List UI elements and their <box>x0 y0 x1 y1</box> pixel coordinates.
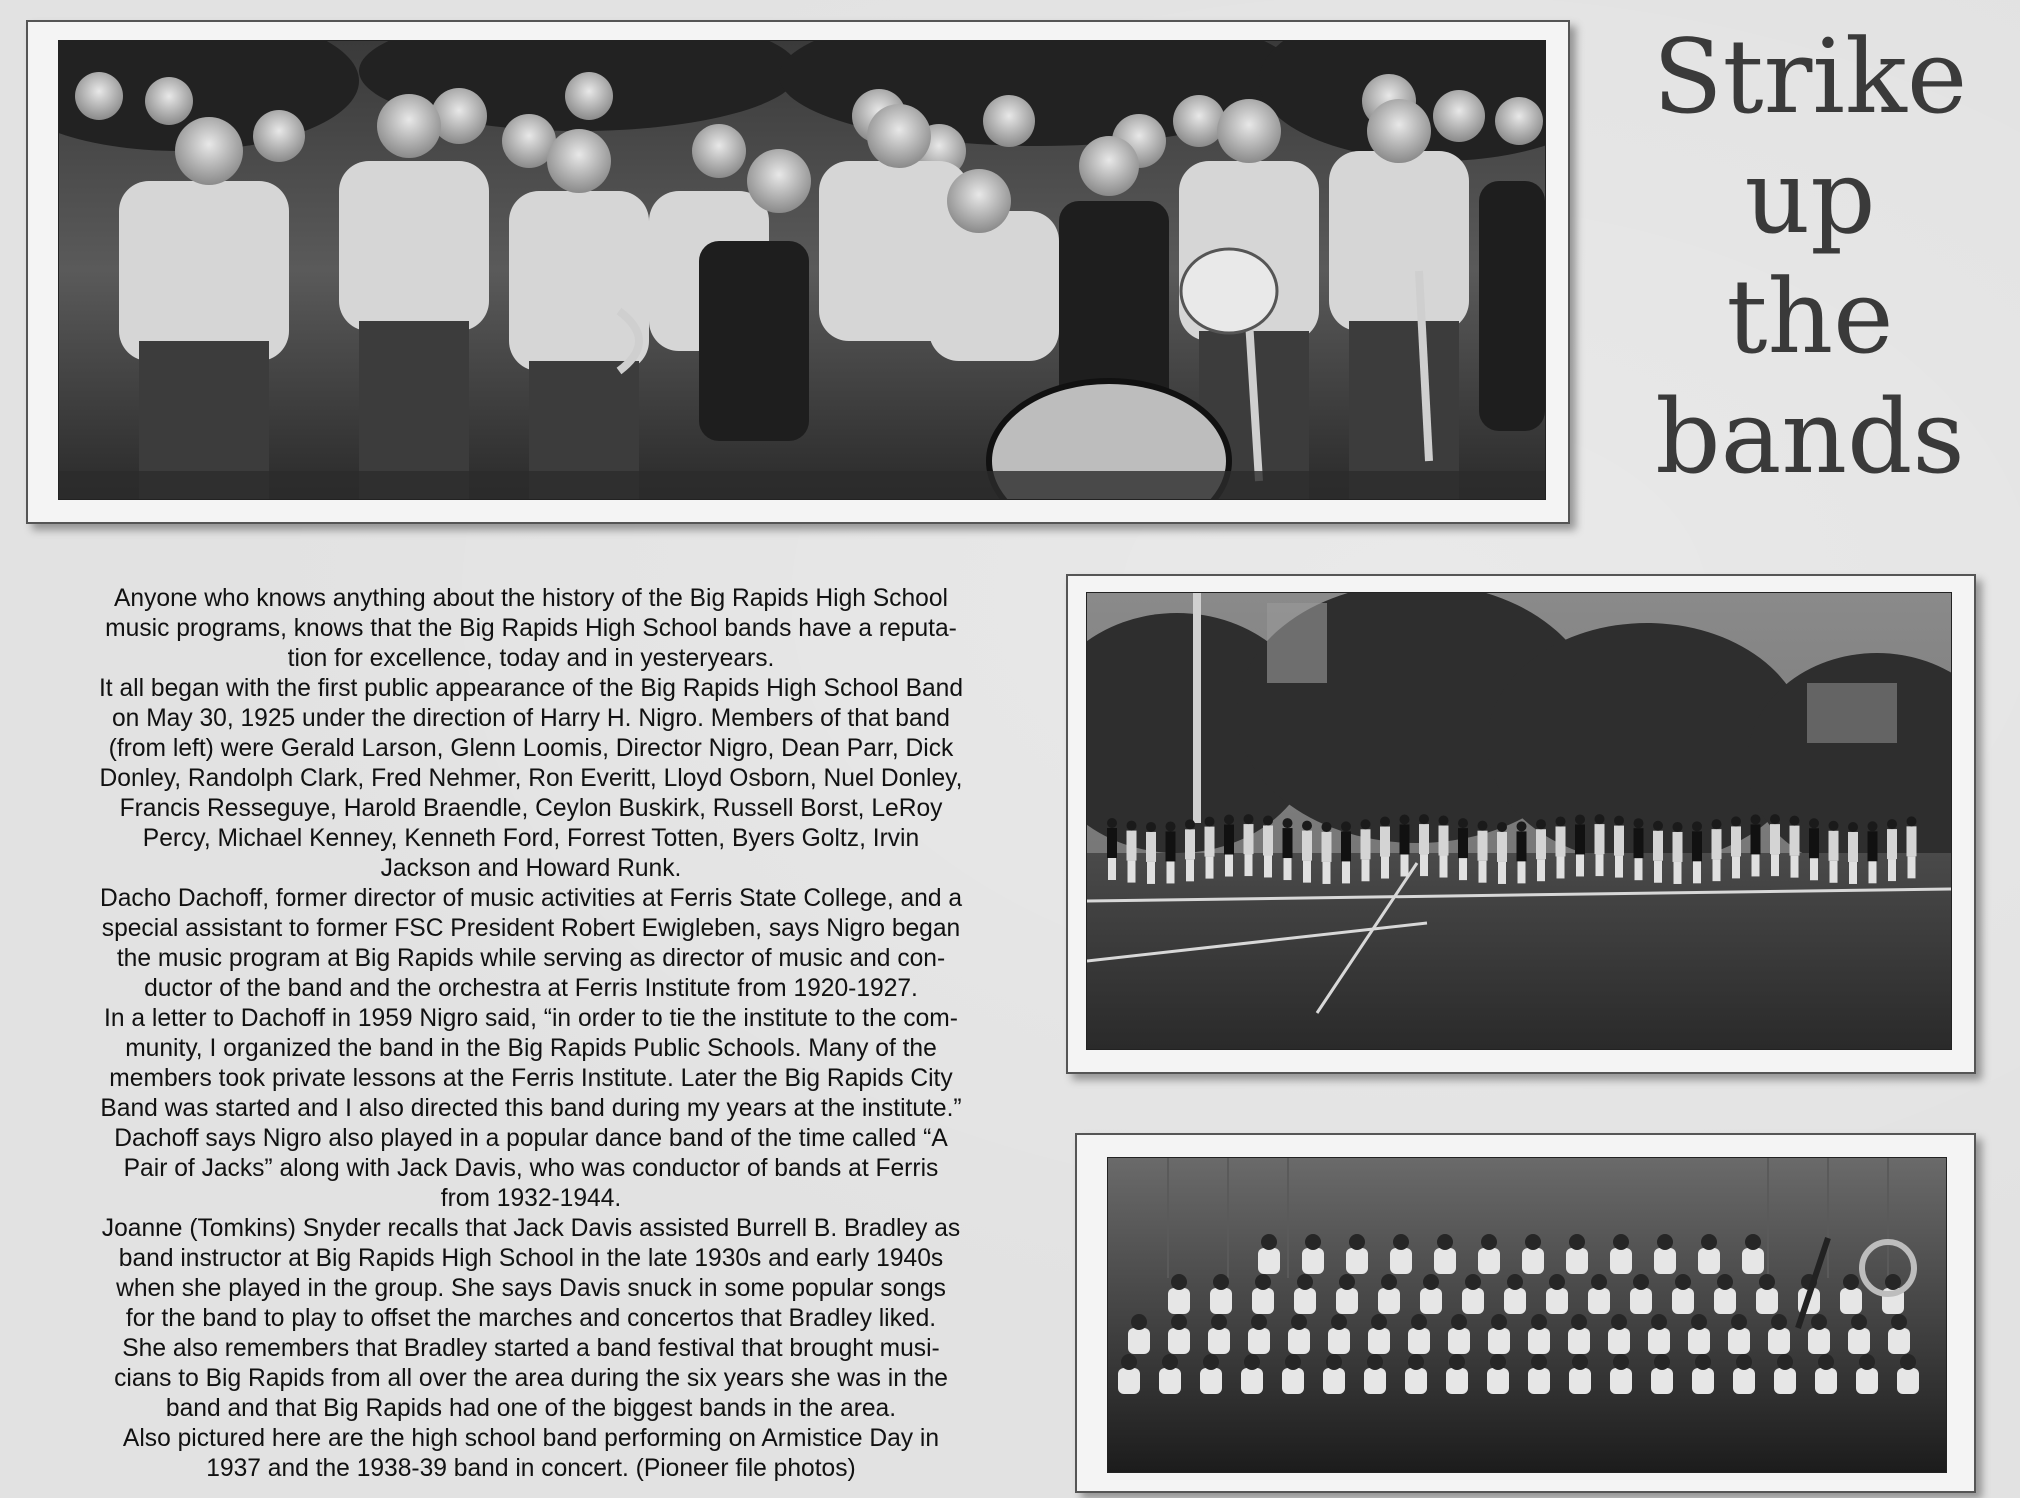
top-photo-image <box>59 41 1545 499</box>
article-line: when she played in the group. She says Davis snuck in some popular songs <box>116 1275 946 1302</box>
article-paragraph-3 <box>26 884 1036 1004</box>
headline <box>1640 18 1980 498</box>
article-line: (from left) were Gerald Larson, Glenn Loomis, Director Nigro, Dean Parr, Dick <box>108 735 954 762</box>
article-line: 1937 and the 1938-39 band in concert. (Pioneer file photos) <box>206 1455 856 1482</box>
article-line: tion for excellence, today and in yesteryears. <box>287 645 775 672</box>
article-line: music programs, knows that the Big Rapids High School bands have a reputa- <box>105 615 957 642</box>
article-paragraph-1 <box>26 584 1036 674</box>
headline-line-4: bands <box>1655 378 1965 497</box>
bottom-photo-concert-band <box>1107 1157 1947 1473</box>
headline-line-1: Strike <box>1652 18 1968 137</box>
article-line: Also pictured here are the high school band performing on Armistice Day in <box>122 1425 940 1452</box>
headline-line-2: up <box>1744 138 1876 257</box>
article-line: In a letter to Dachoff in 1959 Nigro said, “in order to tie the institute to the com- <box>104 1005 958 1032</box>
article-paragraph-2 <box>26 674 1036 884</box>
article-line: munity, I organized the band in the Big Rapids Public Schools. Many of the <box>125 1035 937 1062</box>
article-line: Pair of Jacks” along with Jack Davis, who was conductor of bands at Ferris <box>123 1155 939 1182</box>
article-line: Joanne (Tomkins) Snyder recalls that Jack Davis assisted Burrell B. Bradley as <box>101 1215 961 1242</box>
article-line: band instructor at Big Rapids High School in the late 1930s and early 1940s <box>118 1245 944 1272</box>
bottom-photo-frame <box>1075 1133 1976 1493</box>
article-line: from 1932-1944. <box>440 1185 622 1212</box>
article-line: It all began with the first public appearance of the Big Rapids High School Band <box>98 675 964 702</box>
middle-photo-armistice-day <box>1086 592 1952 1050</box>
middle-photo-image <box>1087 593 1951 1049</box>
article-paragraph-4 <box>26 1004 1036 1124</box>
article-line: ductor of the band and the orchestra at Ferris Institute from 1920-1927. <box>144 975 918 1002</box>
article-line: members took private lessons at the Ferris Institute. Later the Big Rapids City <box>109 1065 953 1092</box>
article-line: on May 30, 1925 under the direction of Harry H. Nigro. Members of that band <box>112 705 950 732</box>
article-paragraph-5 <box>26 1124 1036 1214</box>
article-line: Band was started and I also directed this band during my years at the institute.” <box>100 1095 962 1122</box>
top-photo-band-1925 <box>58 40 1546 500</box>
article-line: Jackson and Howard Runk. <box>380 855 682 882</box>
headline-line-3: the <box>1726 258 1894 377</box>
article-line: for the band to play to offset the marches and concertos that Bradley liked. <box>125 1305 937 1332</box>
article-line: Anyone who knows anything about the history of the Big Rapids High School <box>114 585 948 612</box>
article-line: band and that Big Rapids had one of the biggest bands in the area. <box>165 1395 897 1422</box>
article-line: She also remembers that Bradley started a band festival that brought musi- <box>122 1335 940 1362</box>
middle-photo-frame <box>1066 574 1976 1074</box>
top-photo-frame <box>26 20 1570 524</box>
article-line: Dachoff says Nigro also played in a popular dance band of the time called “A <box>114 1125 948 1152</box>
article-line: Donley, Randolph Clark, Fred Nehmer, Ron Everitt, Lloyd Osborn, Nuel Donley, <box>99 765 963 792</box>
bottom-photo-image <box>1108 1158 1946 1472</box>
article-line: special assistant to former FSC President Robert Ewigleben, says Nigro began <box>101 915 961 942</box>
article-line: Percy, Michael Kenney, Kenneth Ford, Forrest Totten, Byers Goltz, Irvin <box>142 825 920 852</box>
article-line: Dacho Dachoff, former director of music activities at Ferris State College, and a <box>99 885 963 912</box>
article-paragraph-7 <box>26 1424 1036 1484</box>
article-body <box>26 584 1036 1484</box>
article-line: cians to Big Rapids from all over the area during the six years she was in the <box>114 1365 948 1392</box>
article-paragraph-6 <box>26 1214 1036 1424</box>
article-line: the music program at Big Rapids while serving as director of music and con- <box>116 945 946 972</box>
article-line: Francis Resseguye, Harold Braendle, Ceylon Buskirk, Russell Borst, LeRoy <box>119 795 943 822</box>
